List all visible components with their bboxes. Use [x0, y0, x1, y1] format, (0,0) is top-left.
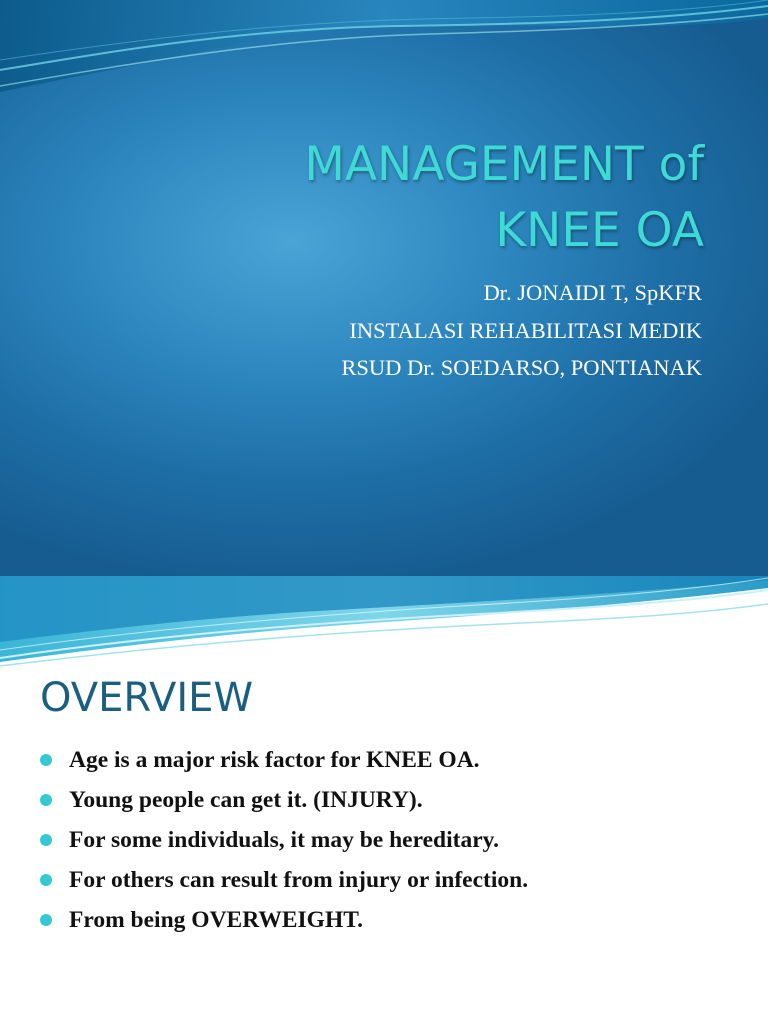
list-item — [40, 900, 528, 940]
bullet-text: From being OVERWEIGHT. — [69, 907, 364, 933]
presenter-department: INSTALASI REHABILITASI MEDIK — [349, 317, 702, 343]
decorative-wave-header — [0, 576, 768, 668]
overview-slide — [0, 576, 768, 1024]
list-item — [40, 860, 528, 900]
presenter-hospital: RSUD Dr. SOEDARSO, PONTIANAK — [341, 355, 702, 380]
list-item — [40, 780, 528, 820]
bullet-text: For others can result from injury or infection. — [69, 867, 529, 893]
slide-title — [64, 132, 704, 264]
title-line-2: KNEE OA — [495, 203, 704, 258]
bullet-icon — [40, 754, 52, 766]
presenter-name: Dr. JONAIDI T, SpKFR — [483, 280, 702, 305]
title-line-1: MANAGEMENT of — [304, 137, 704, 192]
bullet-icon — [40, 874, 52, 886]
bullet-icon — [40, 794, 52, 806]
list-item — [40, 740, 528, 780]
slide-subtitle — [102, 274, 702, 387]
bullet-text: Young people can get it. (INJURY). — [69, 787, 423, 813]
overview-heading: OVERVIEW — [40, 675, 254, 721]
decorative-wave-top — [0, 0, 768, 120]
bullet-icon — [40, 834, 52, 846]
bullet-text: For some individuals, it may be hereditary. — [69, 827, 499, 853]
bullet-icon — [40, 914, 52, 926]
bullet-text: Age is a major risk factor for KNEE OA. — [69, 747, 480, 773]
overview-bullet-list — [40, 740, 528, 940]
list-item — [40, 820, 528, 860]
